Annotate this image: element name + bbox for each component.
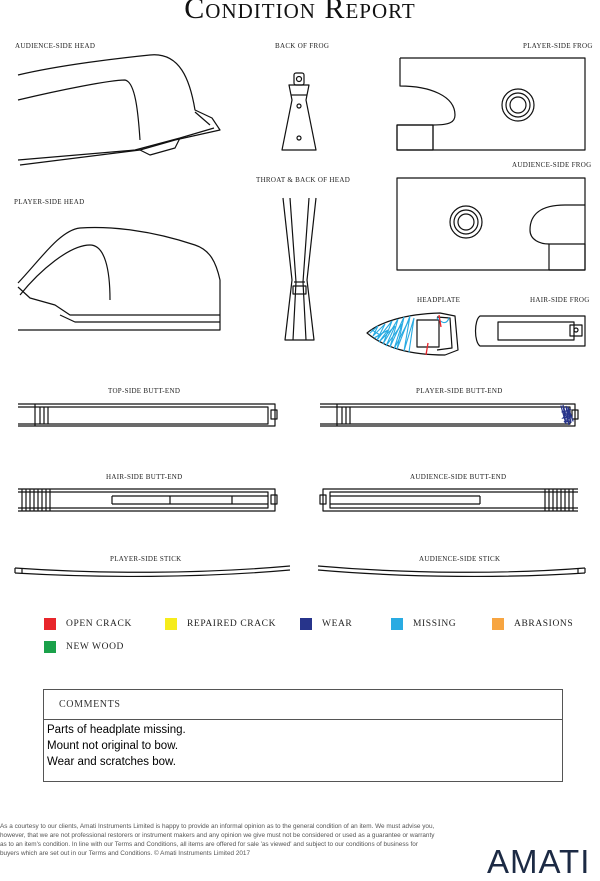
legend-item-open-crack [44,617,132,631]
legend-swatch-open-crack [44,618,56,630]
label-audience-side-butt-end: AUDIENCE-SIDE BUTT-END [410,473,507,481]
legend-item-repaired-crack [165,617,276,631]
hair-side-butt-end-drawing [18,489,277,511]
audience-side-frog-drawing [397,178,585,270]
label-hair-side-frog: HAIR-SIDE FROG [530,296,590,304]
legend-label-missing: MISSING [413,619,457,629]
legend-swatch-repaired-crack [165,618,177,630]
legend-item-wear [300,617,352,631]
label-hair-side-butt-end: HAIR-SIDE BUTT-END [106,473,183,481]
comment-line: Wear and scratches bow. [47,756,176,768]
label-player-side-frog: PLAYER-SIDE FROG [523,42,593,50]
player-side-stick-drawing [15,566,290,576]
player-side-frog-drawing [397,58,585,150]
label-player-side-butt-end: PLAYER-SIDE BUTT-END [416,387,503,395]
label-player-side-stick: PLAYER-SIDE STICK [110,555,182,563]
legend-swatch-missing [391,618,403,630]
comment-line: Mount not original to bow. [47,740,179,752]
back-of-frog-drawing [282,73,316,150]
label-player-side-head: PLAYER-SIDE HEAD [14,198,85,206]
disclaimer-text: As a courtesy to our clients, Amati Instruments Limited is happy to provide an informal opinion as to the general condition of an item. We must advise you, however, that we are not professional restorers or instrument makers and any opinion we give must not be considered or used as a guarantee or warranty as to an item's condition. In line with our Terms and Conditions, all items are offered for sale 'as viewed' and subject to our conditions of business for buyers which are set out in our Terms and Conditions. © Amati Instruments Limited 2017 [0,823,435,857]
legend-swatch-abrasions [492,618,504,630]
audience-side-butt-end-drawing [320,489,578,511]
audience-side-head-drawing [18,55,220,165]
hair-side-frog-drawing [476,316,586,346]
legend-item-missing [391,617,456,631]
legend-label-open-crack: OPEN CRACK [66,619,132,629]
throat-back-of-head-drawing [283,198,316,340]
label-audience-side-frog: AUDIENCE-SIDE FROG [512,161,592,169]
legend-swatch-new-wood [44,641,56,653]
top-side-butt-end-drawing [18,404,277,426]
label-headplate: HEADPLATE [417,296,461,304]
label-back-of-frog: BACK OF FROG [275,42,330,50]
label-audience-side-head: AUDIENCE-SIDE HEAD [15,42,96,50]
page-title: Condition Report [184,0,416,25]
comments-box [43,689,563,782]
audience-side-stick-drawing [318,566,585,576]
label-throat-back-of-head: THROAT & BACK OF HEAD [256,176,351,184]
label-top-side-butt-end: TOP-SIDE BUTT-END [108,387,181,395]
legend-item-abrasions [492,617,573,631]
legend-item-new-wood [44,640,124,654]
legend-swatch-wear [300,618,312,630]
legend-label-wear: WEAR [322,619,353,629]
comment-line: Parts of headplate missing. [47,724,186,736]
label-audience-side-stick: AUDIENCE-SIDE STICK [419,555,501,563]
comments-heading: COMMENTS [44,690,562,720]
player-side-butt-end-drawing [320,404,578,426]
legend-label-abrasions: ABRASIONS [514,619,574,629]
legend-label-new-wood: NEW WOOD [66,642,125,652]
legend-label-repaired-crack: REPAIRED CRACK [187,619,277,629]
player-side-butt-end-wear-markings [561,405,573,425]
amati-logo: AMATI [487,843,591,880]
player-side-head-drawing [18,228,220,330]
comments-body [44,720,562,770]
